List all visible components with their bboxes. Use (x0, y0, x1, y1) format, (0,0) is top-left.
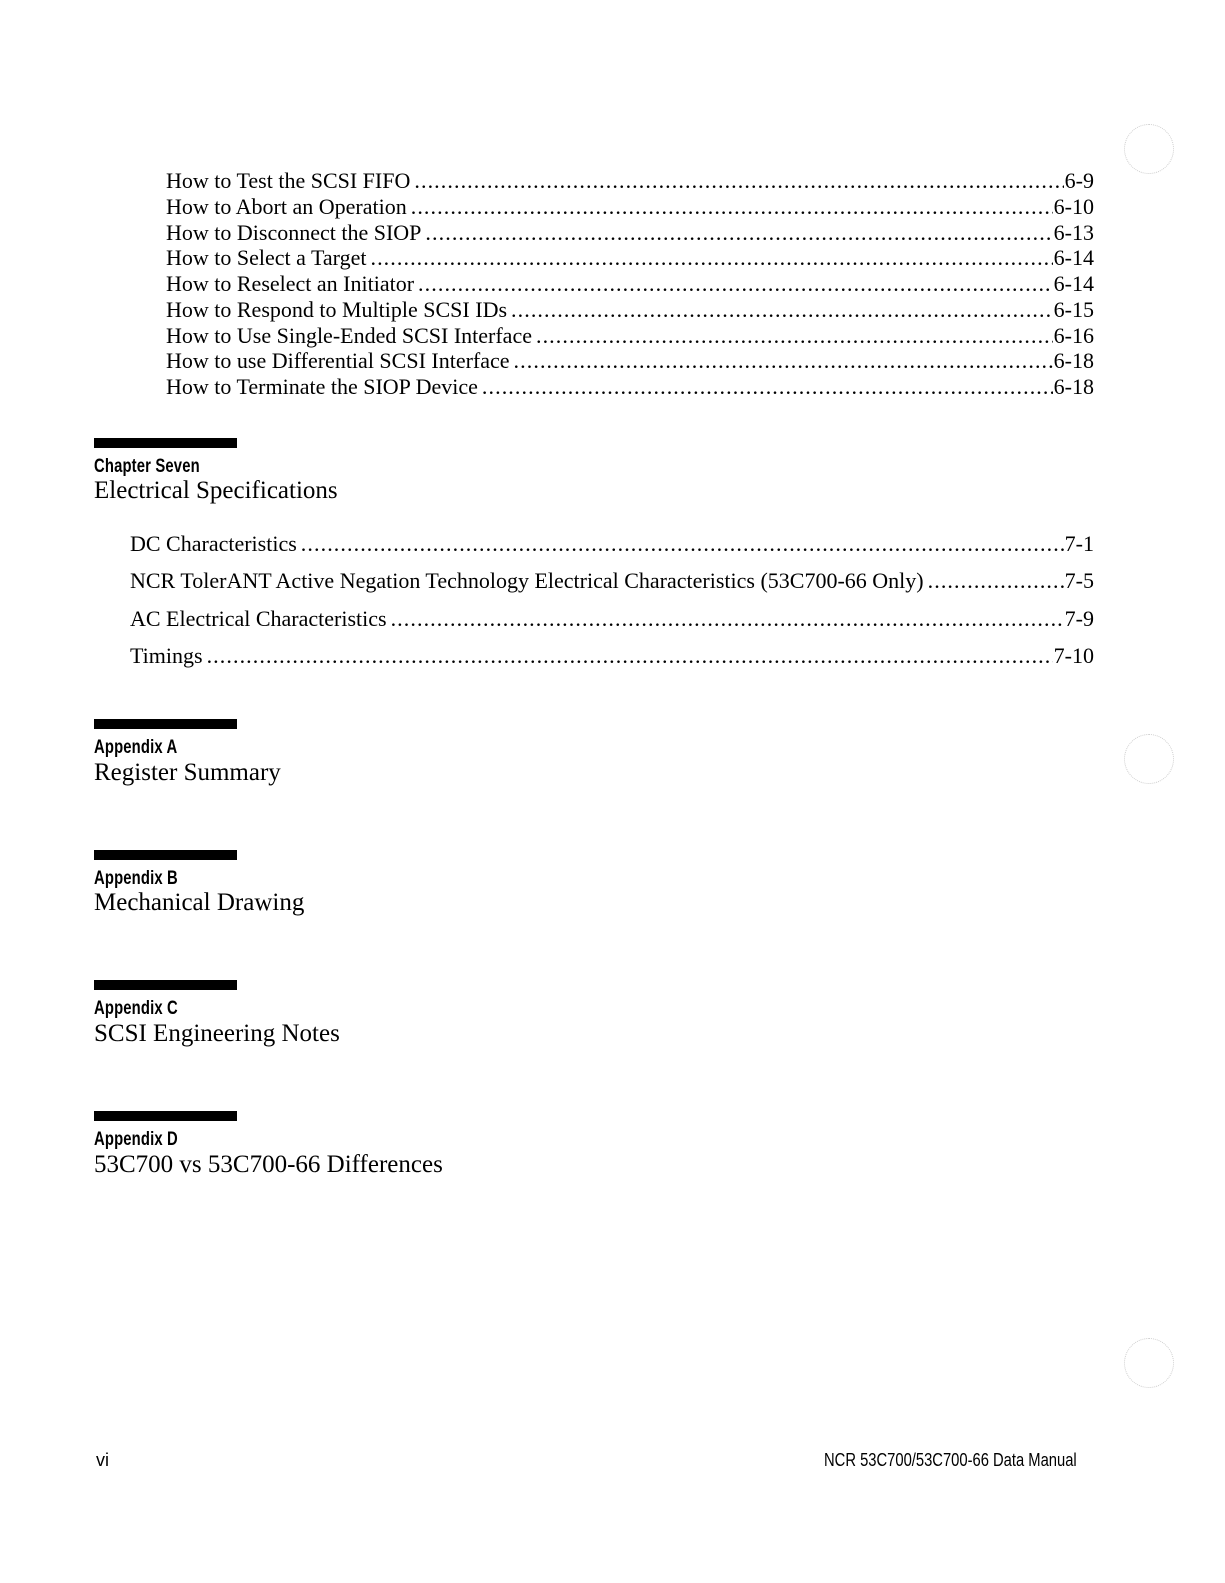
toc-entry-label: NCR TolerANT Active Negation Technology Electrical Characteristics (53C700-66 Only) (130, 568, 924, 593)
dot-leader (414, 168, 1063, 194)
toc-entry-page: 7-10 (1053, 643, 1094, 668)
toc-entry-label: How to Abort an Operation (166, 194, 407, 219)
dot-leader (391, 606, 1064, 632)
appendix-kicker: Appendix C (94, 998, 178, 1019)
dot-leader (514, 348, 1053, 374)
toc-entry-label: How to use Differential SCSI Interface (166, 348, 510, 373)
appendix-kicker: Appendix D (94, 1129, 178, 1150)
toc-entry-page: 6-18 (1053, 374, 1094, 399)
toc-entry[interactable] (166, 220, 1094, 246)
appendix-kicker: Appendix B (94, 868, 178, 889)
dot-leader (411, 194, 1053, 220)
chapter-title[interactable]: Electrical Specifications (94, 477, 338, 504)
dot-leader (511, 297, 1053, 323)
appendix-title[interactable]: SCSI Engineering Notes (94, 1020, 340, 1047)
toc-entry-page: 6-10 (1053, 194, 1094, 219)
toc-entry[interactable] (130, 531, 1094, 557)
appendix-rule (94, 719, 237, 729)
toc-entry-page: 7-5 (1064, 568, 1094, 593)
appendix-rule (94, 850, 237, 860)
toc-entry-page: 6-14 (1053, 245, 1094, 270)
toc-entry[interactable] (166, 323, 1094, 349)
toc-entry[interactable] (166, 374, 1094, 400)
toc-entry-label: How to Test the SCSI FIFO (166, 168, 411, 193)
punch-hole-mark (1124, 1338, 1174, 1388)
toc-entry-label: How to Select a Target (166, 245, 367, 270)
appendix-rule (94, 1111, 237, 1121)
toc-entry[interactable] (130, 568, 1094, 594)
page-number: vi (96, 1450, 109, 1470)
dot-leader (482, 374, 1053, 400)
toc-entry-page: 6-15 (1053, 297, 1094, 322)
toc-entry[interactable] (166, 194, 1094, 220)
toc-entry[interactable] (166, 271, 1094, 297)
manual-title: NCR 53C700/53C700-66 Data Manual (824, 1450, 1077, 1470)
toc-entry[interactable] (166, 245, 1094, 271)
toc-entry[interactable] (130, 643, 1094, 669)
appendix-title[interactable]: Mechanical Drawing (94, 889, 305, 916)
appendix-kicker: Appendix A (94, 737, 178, 758)
toc-entry-label: How to Disconnect the SIOP (166, 220, 422, 245)
toc-entry-page: 6-14 (1053, 271, 1094, 296)
appendix-title[interactable]: Register Summary (94, 759, 281, 786)
punch-hole-mark (1124, 734, 1174, 784)
toc-entry-label: How to Use Single-Ended SCSI Interface (166, 323, 532, 348)
toc-entry-page: 6-13 (1053, 220, 1094, 245)
toc-entry[interactable] (166, 348, 1094, 374)
dot-leader (928, 568, 1064, 594)
dot-leader (425, 220, 1052, 246)
appendix-rule (94, 980, 237, 990)
dot-leader (370, 245, 1052, 271)
toc-entry-label: DC Characteristics (130, 531, 297, 556)
toc-entry-page: 6-16 (1053, 323, 1094, 348)
toc-entry[interactable] (166, 168, 1094, 194)
punch-hole-mark (1124, 124, 1174, 174)
dot-leader (207, 643, 1053, 669)
dot-leader (301, 531, 1064, 557)
dot-leader (418, 271, 1053, 297)
toc-entry-page: 7-9 (1064, 606, 1094, 631)
chapter-rule (94, 438, 237, 448)
toc-entry-label: AC Electrical Characteristics (130, 606, 387, 631)
appendix-title[interactable]: 53C700 vs 53C700-66 Differences (94, 1151, 443, 1178)
toc-entry[interactable] (166, 297, 1094, 323)
toc-entry[interactable] (130, 606, 1094, 632)
toc-entry-label: How to Respond to Multiple SCSI IDs (166, 297, 508, 322)
toc-entry-label: How to Reselect an Initiator (166, 271, 415, 296)
toc-entry-page: 6-9 (1064, 168, 1094, 193)
dot-leader (536, 323, 1053, 349)
chapter-kicker: Chapter Seven (94, 456, 200, 477)
toc-entry-page: 7-1 (1064, 531, 1094, 556)
toc-entry-page: 6-18 (1053, 348, 1094, 373)
toc-entry-label: Timings (130, 643, 203, 668)
toc-entry-label: How to Terminate the SIOP Device (166, 374, 478, 399)
